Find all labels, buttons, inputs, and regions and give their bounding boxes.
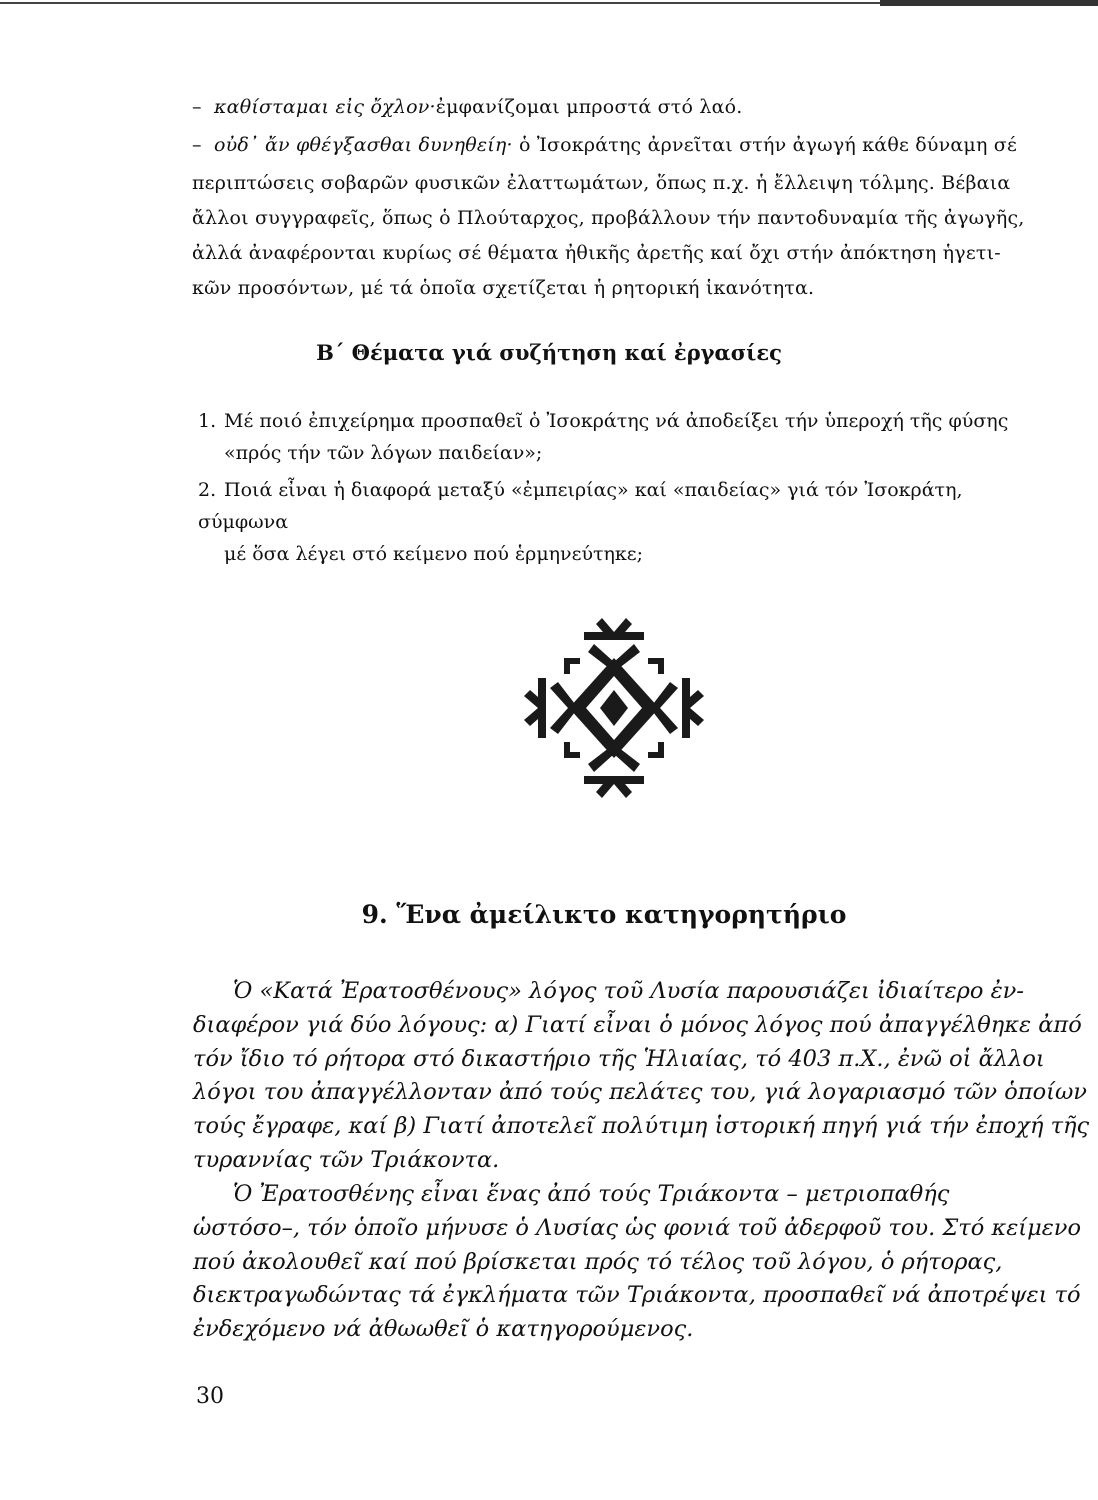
byzantine-cross-ornament-icon (524, 618, 704, 798)
gloss-item-1 (192, 92, 1042, 122)
gloss-continuation-line: ἄλλοι συγγραφεῖς, ὅπως ὁ Πλούταρχος, προβάλλουν τήν παντοδυναμία τῆς ἀγωγῆς, (192, 207, 1025, 229)
gloss-item-2 (192, 130, 1042, 303)
gloss-continuation-line: περιπτώσεις σοβαρῶν φυσικῶν ἐλαττωμάτων, ὅπως π.χ. ἡ ἔλλειψη τόλμης. Βέβαια (192, 172, 1011, 194)
section-title: Β΄ Θέματα γιά συζήτηση καί ἐργασίες (316, 340, 782, 365)
page-number: 30 (196, 1384, 224, 1409)
body-line: πού ἀκολουθεῖ καί πού βρίσκεται πρός τό τέλος τοῦ λόγου, ὁ ρήτορας, (193, 1248, 1003, 1275)
body-line: διεκτραγωδώντας τά ἐγκλήματα τῶν Τριάκοντα, προσπαθεῖ νά ἀποτρέψει τό (193, 1282, 1081, 1309)
gloss-continuation-line: ἀλλά ἀναφέρονται κυρίως σέ θέματα ἠθικῆς ἀρετῆς καί ὄχι στήν ἀπόκτηση ἡγετι- (192, 242, 1001, 264)
dash-marker: – (192, 96, 202, 118)
body-paragraph-2 (193, 1178, 1082, 1347)
body-line: Ὁ Ἐρατοσθένης εἶναι ἕνας ἀπό τούς Τριάκοντα – μετριοπαθής (233, 1181, 950, 1207)
question-1 (198, 405, 1048, 469)
body-line: ἐνδεχόμενο νά ἀθωωθεῖ ὁ κατηγορούμενος. (193, 1316, 694, 1343)
gloss-term: καθίσταμαι εἰς ὄχλον· (214, 96, 436, 118)
question-number: 1. (198, 410, 217, 432)
gloss-definition: ὁ Ἰσοκράτης ἀρνεῖται στήν ἀγωγή κάθε δύναμη σέ (519, 134, 1018, 156)
body-line: διαφέρον γιά δύο λόγους: α) Γιατί εἶναι ὁ μόνος λόγος πού ἀπαγγέλθηκε ἀπό (193, 1011, 1082, 1038)
question-number: 2. (198, 479, 217, 501)
question-line: «πρός τήν τῶν λόγων παιδείαν»; (224, 442, 543, 464)
chapter-title: 9. Ἕνα ἀμείλικτο κατηγορητήριο (361, 900, 847, 929)
body-line: τούς ἔγραφε, καί β) Γιατί ἀποτελεῖ πολύτιμη ἱστορική πηγή γιά τήν ἐποχή τῆς (193, 1113, 1090, 1140)
gloss-continuation-line: κῶν προσόντων, μέ τά ὁποῖα σχετίζεται ἡ ρητορική ἱκανότητα. (192, 277, 815, 299)
question-line: μέ ὅσα λέγει στό κείμενο πού ἑρμηνεύτηκε; (224, 543, 644, 565)
gloss-definition: ἐμφανίζομαι μπροστά στό λαό. (435, 96, 743, 118)
question-line: Μέ ποιό ἐπιχείρημα προσπαθεῖ ὁ Ἰσοκράτης νά ἀποδείξει τήν ὑπεροχή τῆς φύσης (224, 410, 1009, 432)
question-2 (198, 474, 1048, 570)
body-line: λόγοι του ἀπαγγέλλονταν ἀπό τούς πελάτες του, γιά λογαριασμό τῶν ὁποίων (193, 1079, 1087, 1106)
question-line: Ποιά εἶναι ἡ διαφορά μεταξύ «ἐμπειρίας» καί «παιδείας» γιά τόν Ἰσοκράτη, σύμφωνα (198, 479, 963, 533)
body-paragraph-1 (193, 975, 1090, 1178)
body-line: τόν ἴδιο τό ρήτορα στό δικαστήριο τῆς Ἡλιαίας, τό 403 π.Χ., ἐνῶ οἱ ἄλλοι (193, 1045, 1045, 1072)
gloss-term: οὐδ᾽ ἄν φθέγξασθαι δυνηθείη· (214, 134, 513, 156)
dash-marker: – (192, 134, 202, 156)
top-border-accent (880, 0, 1098, 6)
body-line: τυραννίας τῶν Τριάκοντα. (193, 1146, 500, 1173)
body-line: Ὁ «Κατά Ἐρατοσθένους» λόγος τοῦ Λυσία παρουσιάζει ἰδιαίτερο ἐν- (233, 978, 1024, 1004)
body-line: ὡστόσο–, τόν ὁποῖο μήνυσε ὁ Λυσίας ὡς φονιά τοῦ ἀδερφοῦ του. Στό κείμενο (193, 1214, 1082, 1241)
